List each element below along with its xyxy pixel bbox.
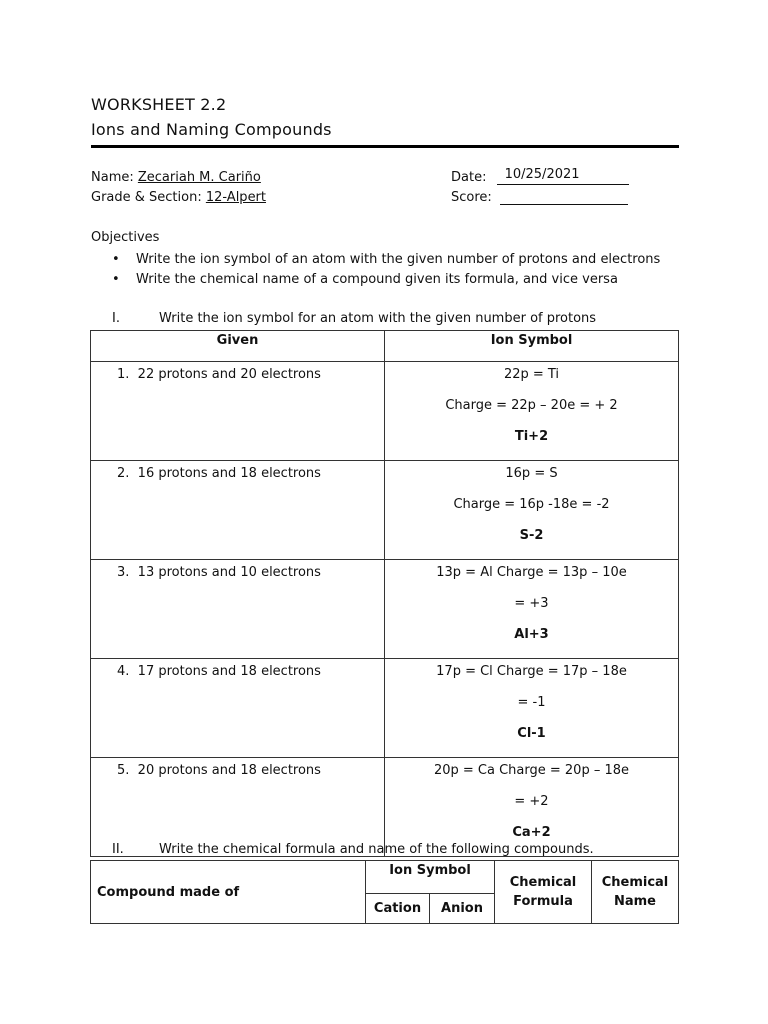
bullet-icon: •: [112, 272, 120, 287]
grade-label: Grade & Section:: [91, 190, 202, 205]
work-line: = +2: [514, 794, 549, 809]
given-cell: 22 protons and 20 electrons: [137, 367, 321, 382]
worksheet-page: WORKSHEET 2.2 Ions and Naming Compounds Name: Zecariah M. Cariño Grade & Section: 12-Alpert Date: 10/25/2021 Score: Objectives • Write the ion symbol of an atom with the given number of protons and electrons • Write the chemical name of a compound given its formula, and vice versa I. Write the ion symbol for an atom with the given number of protons Given Ion Symbol 1. 22 protons and 20 electrons 22p = Ti Charge = 22p – 20e = + 2 Ti+2 2. 16 protons and 18 electrons 16p = S Charge = 16p -18e = -2 S-2 3. 13 protons and 10 electrons 13p = Al Charge = 13p – 10e = +3 Al+3 4. 17 protons and 18 electrons 17p = Cl Charge = 17p – 18e = -1 Cl-1 5. 20 protons and 18 electrons 20p = Ca Charge = 20p – 18e = +2 Ca+2 II. Write the chemical formula and name of the following compounds. Compound made of Ion Symbol Chemical Formula Chemical Name Cation Anion: [0, 0, 768, 1024]
score-line: [451, 190, 628, 205]
col-header-name: Chemical Name: [592, 861, 679, 924]
answer-symbol: Cl-1: [517, 726, 546, 741]
table-row: 2. 16 protons and 18 electrons 16p = S Charge = 16p -18e = -2 S-2: [91, 461, 679, 560]
name-line: [91, 170, 261, 185]
name-label: Name:: [91, 170, 134, 185]
work-line: 17p = Cl Charge = 17p – 18e: [436, 664, 627, 679]
score-blank: [500, 190, 628, 205]
work-line: 16p = S: [505, 466, 558, 481]
given-cell: 13 protons and 10 electrons: [137, 565, 321, 580]
table-row: 5. 20 protons and 18 electrons 20p = Ca Charge = 20p – 18e = +2 Ca+2: [91, 758, 679, 857]
bullet-icon: •: [112, 252, 120, 267]
table-row: 1. 22 protons and 20 electrons 22p = Ti Charge = 22p – 20e = + 2 Ti+2: [91, 362, 679, 461]
score-label: Score:: [451, 190, 492, 205]
title-divider: [91, 145, 679, 148]
objectives-heading: Objectives: [91, 230, 160, 245]
col-header-compound: Compound made of: [91, 861, 366, 924]
compound-table: [90, 860, 679, 924]
answer-symbol: Ca+2: [512, 825, 551, 840]
answer-symbol: S-2: [519, 528, 544, 543]
table-row: 4. 17 protons and 18 electrons 17p = Cl Charge = 17p – 18e = -1 Cl-1: [91, 659, 679, 758]
answer-symbol: Ti+2: [514, 429, 549, 444]
date-blank: [497, 167, 629, 185]
col-header-formula: Chemical Formula: [495, 861, 592, 924]
col-header-anion: Anion: [430, 894, 495, 924]
given-cell: 20 protons and 18 electrons: [137, 763, 321, 778]
col-header-ion-symbol: Ion Symbol: [366, 861, 495, 894]
objective-item: • Write the ion symbol of an atom with the given number of protons and electrons: [112, 250, 660, 270]
col-header-given: Given: [91, 331, 385, 362]
answer-symbol: Al+3: [514, 627, 549, 642]
work-line: 13p = Al Charge = 13p – 10e: [436, 565, 627, 580]
date-value: 10/25/2021: [504, 167, 580, 182]
date-line: [451, 167, 629, 185]
objective-item: • Write the chemical name of a compound given its formula, and vice versa: [112, 270, 660, 290]
grade-value: 12-Alpert: [205, 190, 267, 205]
name-value: Zecariah M. Cariño: [137, 170, 261, 185]
col-header-cation: Cation: [366, 894, 430, 924]
work-line: Charge = 16p -18e = -2: [453, 497, 610, 512]
work-line: 22p = Ti: [503, 367, 560, 382]
grade-line: [91, 190, 266, 205]
objectives-list: [112, 250, 660, 290]
given-cell: 16 protons and 18 electrons: [137, 466, 321, 481]
given-cell: 17 protons and 18 electrons: [137, 664, 321, 679]
work-line: 20p = Ca Charge = 20p – 18e: [433, 763, 630, 778]
ion-symbol-table: [90, 330, 679, 857]
work-line: = +3: [514, 596, 549, 611]
worksheet-number: WORKSHEET 2.2: [91, 95, 227, 114]
table-row: 3. 13 protons and 10 electrons 13p = Al Charge = 13p – 10e = +3 Al+3: [91, 560, 679, 659]
date-label: Date:: [451, 170, 487, 185]
col-header-ion-symbol: Ion Symbol: [385, 331, 679, 362]
work-line: = -1: [517, 695, 546, 710]
work-line: Charge = 22p – 20e = + 2: [445, 398, 618, 413]
worksheet-title: Ions and Naming Compounds: [91, 120, 332, 139]
